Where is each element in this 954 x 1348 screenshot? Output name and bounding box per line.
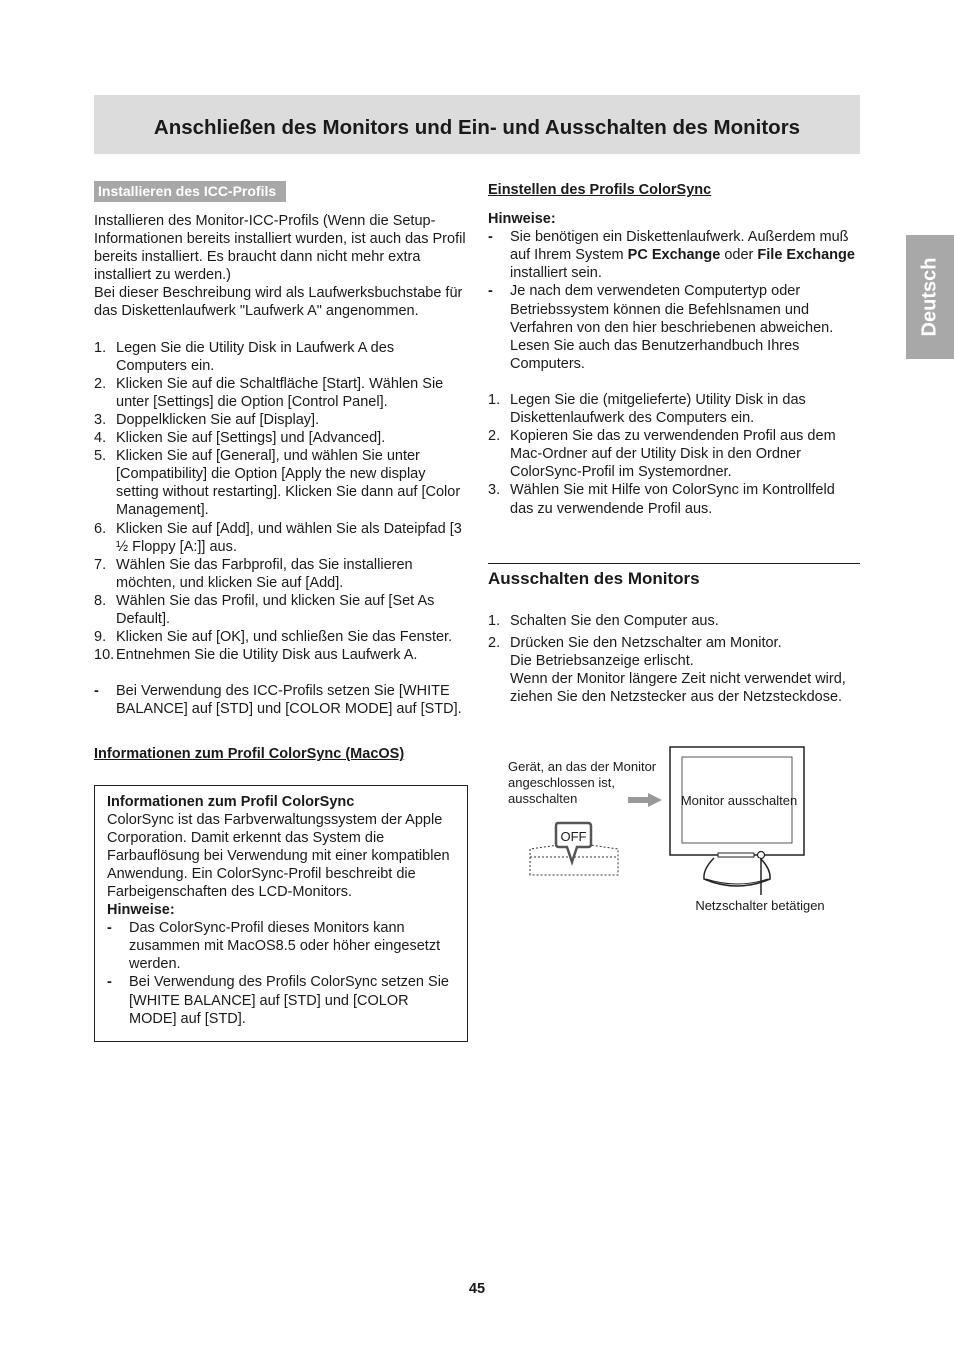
arrow-right-icon [628,793,662,807]
list-item: 7. Wählen Sie das Farbprofil, das Sie installieren möchten, und klicken Sie auf [Add]. [94,556,413,591]
box-hints-label: Hinweise: [107,902,175,919]
list-item: 2. Drücken Sie den Netzschalter am Monitor. Die Betriebsanzeige erlischt. Wenn der Monitor längere Zeit nicht verwendet wird, ziehen Sie den Netzstecker aus der Netzsteckdose. [488,634,846,705]
icc-steps-list [94,339,468,665]
section-badge-icc: Installieren des ICC-Profils [94,181,286,202]
monitor-icon [670,747,804,895]
list-item: 4. Klicken Sie auf [Settings] und [Advanced]. [94,430,386,447]
icc-intro-2: Bei dieser Beschreibung wird als Laufwerksbuchstabe für das Diskettenlaufwerk "Laufwerk A" angenommen. [94,285,463,320]
header-band [94,95,860,154]
page-number: 45 [468,1281,486,1297]
list-item: 2. Klicken Sie auf die Schaltfläche [Start]. Wählen Sie unter [Settings] die Option [Control Panel]. [94,375,444,410]
language-tab-label: Deutsch [918,257,941,337]
list-item: 6. Klicken Sie auf [Add], und wählen Sie als Dateipfad [3 ½ Floppy [A:]] aus. [94,520,462,555]
hints-label: Hinweise: [488,211,556,228]
power-switch-label: Netzschalter betätigen [695,898,825,913]
hint-item: - Je nach dem verwendeten Computertyp oder Betriebssystem können die Befehlsnamen und Verfahren von den hier beschriebenen abweichen. Lesen Sie auch das Benutzerhandbuch Ihres Computers. [488,283,834,372]
language-tab [906,235,954,359]
colorsync-steps-list [488,391,860,518]
list-item: 3. Doppelklicken Sie auf [Display]. [94,411,320,428]
icc-intro-1: Installieren des Monitor-ICC-Profils (Wenn die Setup-Informationen bereits installiert wurden, ist auch das Profil bereits installiert. Es braucht dann nicht mehr extra installiert zu werden.) [94,213,466,284]
colorsync-info-heading: Informationen zum Profil ColorSync (MacOS) [94,746,405,763]
colorsync-setup-heading: Einstellen des Profils ColorSync [488,182,712,198]
box-hint: - Das ColorSync-Profil dieses Monitors kann zusammen mit MacOS8.5 oder höher eingesetzt werden. [107,920,441,973]
colorsync-info-box [94,785,468,1042]
off-steps-list [488,612,860,706]
list-item: 2. Kopieren Sie das zu verwendenden Profil aus dem Mac-Ordner auf der Utility Disk in den Ordner ColorSync-Profil im Systemordner. [488,428,836,481]
list-item: 1. Schalten Sie den Computer aus. [488,612,719,629]
list-item: 9. Klicken Sie auf [OK], und schließen Sie das Fenster. [94,629,453,646]
icc-note: - Bei Verwendung des ICC-Profils setzen Sie [WHITE BALANCE] auf [STD] und [COLOR MODE] auf [STD]. [94,683,462,718]
list-item: 1. Legen Sie die Utility Disk in Laufwerk A des Computers ein. [94,339,395,374]
right-column [488,181,860,706]
device-off-label: Gerät, an das der Monitor angeschlossen ist, ausschalten [508,759,657,806]
list-item: 5. Klicken Sie auf [General], und wählen Sie unter [Compatibility] die Option [Apply the new display setting without restarting]. Klicken Sie dann auf [Color Management]. [94,448,461,519]
box-body: ColorSync ist das Farbverwaltungssystem der Apple Corporation. Damit erkennt das System die Farbauflösung bei Verwendung mit einer kompatiblen Anwendung. Ein ColorSync-Profil beschreibt die Farbeigenschaften des LCD-Monitors. [107,811,450,900]
hint-item: - Sie benötigen ein Diskettenlaufwerk. Außerdem muß auf Ihrem System PC Exchange oder File Exchange installiert sein. [488,229,855,282]
page-title: Anschließen des Monitors und Ein- und Ausschalten des Monitors [153,116,801,139]
power-off-illustration [488,745,860,925]
left-column [94,181,468,1042]
off-section [488,563,860,706]
box-hint: - Bei Verwendung des Profils ColorSync setzen Sie [WHITE BALANCE] auf [STD] und [COLOR MODE] auf [STD]. [107,974,449,1027]
list-item: 10. Entnehmen Sie die Utility Disk aus Laufwerk A. [94,647,418,664]
list-item: 3. Wählen Sie mit Hilfe von ColorSync im Kontrollfeld das zu verwendende Profil aus. [488,482,835,517]
monitor-off-label: Monitor ausschalten [680,793,798,808]
off-label: OFF [560,829,587,844]
box-title: Informationen zum Profil ColorSync [107,793,355,810]
list-item: 8. Wählen Sie das Profil, und klicken Sie auf [Set As Default]. [94,592,435,627]
list-item: 1. Legen Sie die (mitgelieferte) Utility Disk in das Diskettenlaufwerk des Computers ein. [488,391,806,427]
off-section-title: Ausschalten des Monitors [488,568,700,588]
